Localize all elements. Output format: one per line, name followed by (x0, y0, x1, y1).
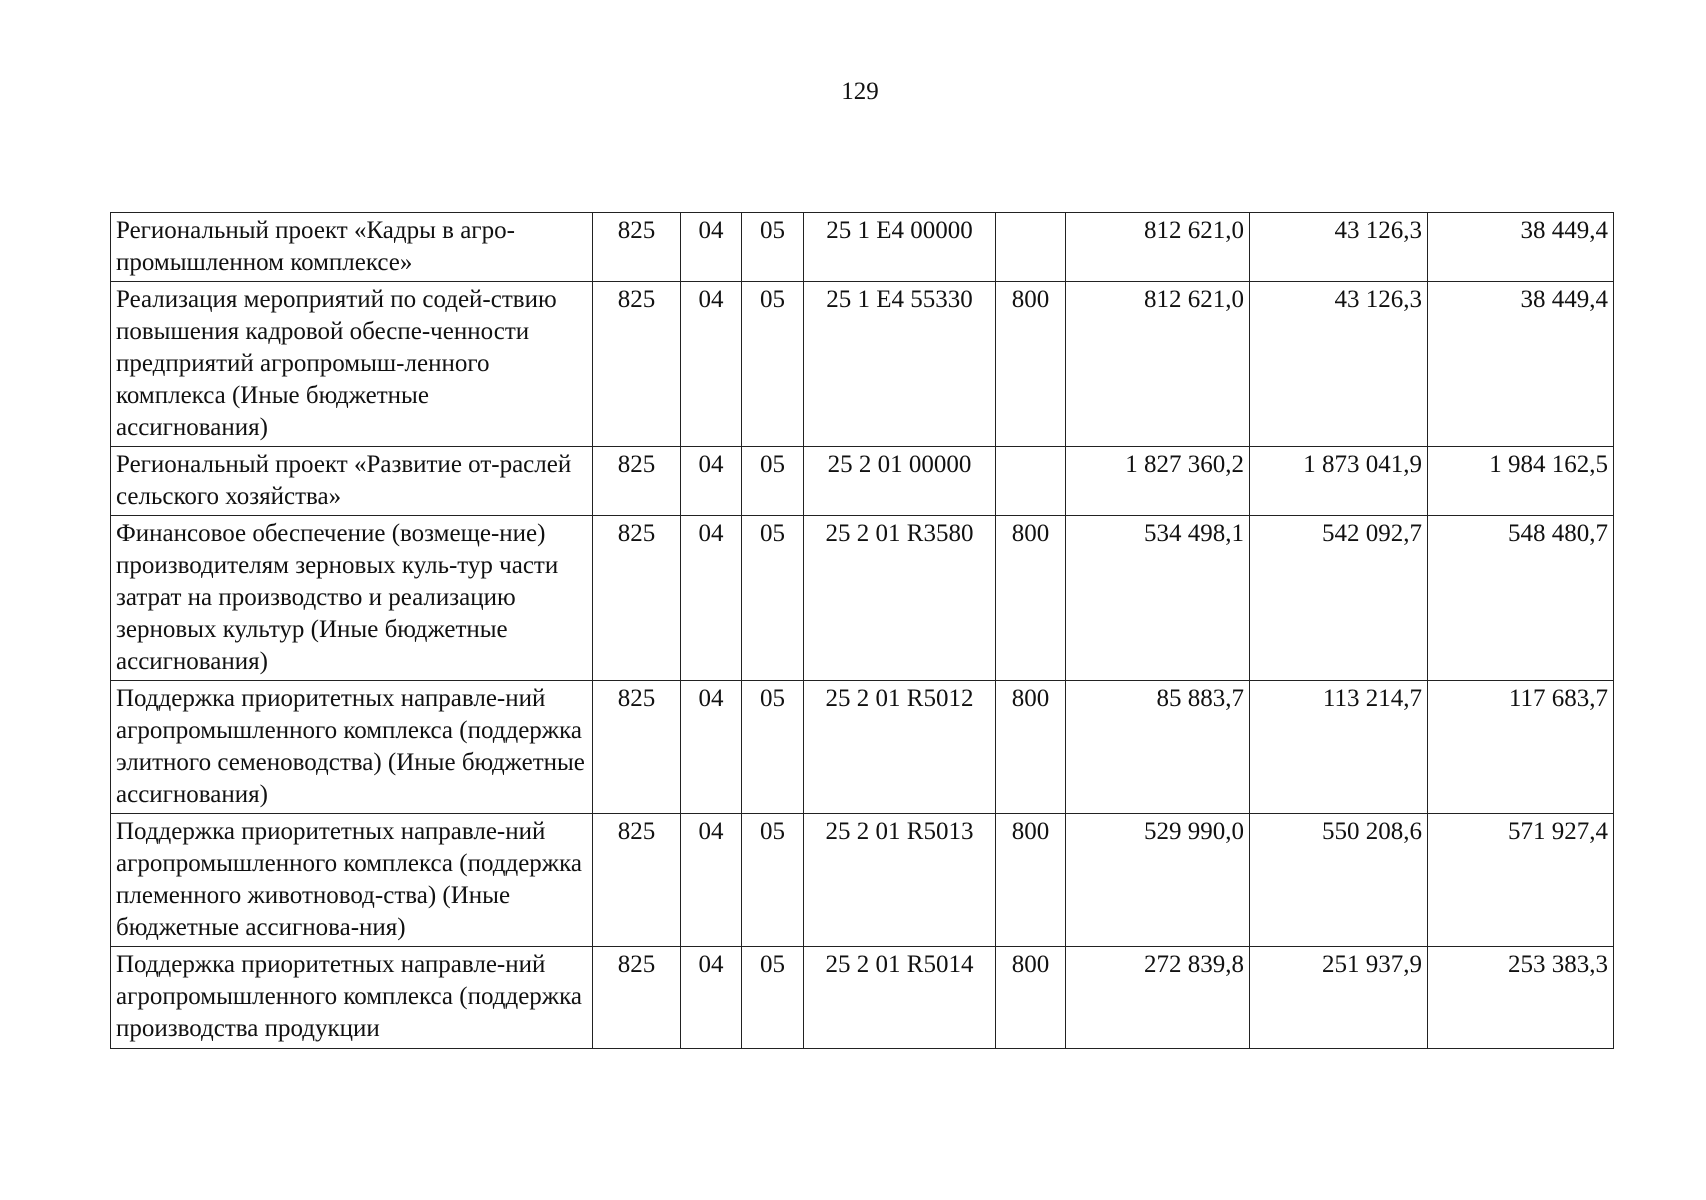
amount-year-3: 548 480,7 (1428, 516, 1614, 681)
target-article-code: 25 2 01 R5012 (804, 681, 996, 814)
row-name: Региональный проект «Кадры в агро-промышленном комплексе» (111, 213, 593, 282)
budget-table (110, 212, 1614, 1049)
subsection-code: 05 (742, 947, 804, 1049)
table-row (111, 681, 1614, 814)
grbs-code: 825 (593, 213, 681, 282)
expense-type-code (996, 213, 1066, 282)
amount-year-3: 38 449,4 (1428, 282, 1614, 447)
grbs-code: 825 (593, 516, 681, 681)
amount-year-3: 571 927,4 (1428, 814, 1614, 947)
amount-year-1: 85 883,7 (1066, 681, 1250, 814)
table-row (111, 814, 1614, 947)
section-code: 04 (681, 814, 742, 947)
amount-year-1: 1 827 360,2 (1066, 447, 1250, 516)
amount-year-2: 542 092,7 (1250, 516, 1428, 681)
expense-type-code: 800 (996, 814, 1066, 947)
grbs-code: 825 (593, 947, 681, 1049)
subsection-code: 05 (742, 814, 804, 947)
amount-year-3: 1 984 162,5 (1428, 447, 1614, 516)
amount-year-3: 38 449,4 (1428, 213, 1614, 282)
amount-year-2: 113 214,7 (1250, 681, 1428, 814)
table-row (111, 947, 1614, 1049)
row-name: Поддержка приоритетных направле-ний агропромышленного комплекса (поддержка племенного животновод-ства) (Иные бюджетные ассигнова-ния) (111, 814, 593, 947)
page-number: 129 (841, 78, 879, 105)
amount-year-2: 550 208,6 (1250, 814, 1428, 947)
target-article-code: 25 2 01 R3580 (804, 516, 996, 681)
expense-type-code (996, 447, 1066, 516)
section-code: 04 (681, 447, 742, 516)
subsection-code: 05 (742, 282, 804, 447)
grbs-code: 825 (593, 814, 681, 947)
row-name: Региональный проект «Развитие от-раслей сельского хозяйства» (111, 447, 593, 516)
amount-year-2: 43 126,3 (1250, 213, 1428, 282)
table-row (111, 447, 1614, 516)
amount-year-2: 251 937,9 (1250, 947, 1428, 1049)
subsection-code: 05 (742, 447, 804, 516)
row-name: Реализация мероприятий по содей-ствию повышения кадровой обеспе-ченности предприятий агропромыш-ленного комплекса (Иные бюджетные ассигнования) (111, 282, 593, 447)
subsection-code: 05 (742, 213, 804, 282)
grbs-code: 825 (593, 282, 681, 447)
amount-year-1: 534 498,1 (1066, 516, 1250, 681)
section-code: 04 (681, 282, 742, 447)
expense-type-code: 800 (996, 681, 1066, 814)
section-code: 04 (681, 213, 742, 282)
table-row (111, 282, 1614, 447)
expense-type-code: 800 (996, 282, 1066, 447)
target-article-code: 25 2 01 R5014 (804, 947, 996, 1049)
section-code: 04 (681, 516, 742, 681)
amount-year-1: 812 621,0 (1066, 213, 1250, 282)
amount-year-3: 253 383,3 (1428, 947, 1614, 1049)
subsection-code: 05 (742, 516, 804, 681)
expense-type-code: 800 (996, 947, 1066, 1049)
row-name: Поддержка приоритетных направле-ний агропромышленного комплекса (поддержка производства продукции (111, 947, 593, 1049)
target-article-code: 25 1 E4 00000 (804, 213, 996, 282)
section-code: 04 (681, 681, 742, 814)
amount-year-1: 529 990,0 (1066, 814, 1250, 947)
table-row (111, 213, 1614, 282)
section-code: 04 (681, 947, 742, 1049)
row-name: Поддержка приоритетных направле-ний агропромышленного комплекса (поддержка элитного семеноводства) (Иные бюджетные ассигнования) (111, 681, 593, 814)
table-row (111, 516, 1614, 681)
target-article-code: 25 2 01 R5013 (804, 814, 996, 947)
target-article-code: 25 2 01 00000 (804, 447, 996, 516)
amount-year-1: 812 621,0 (1066, 282, 1250, 447)
amount-year-3: 117 683,7 (1428, 681, 1614, 814)
amount-year-1: 272 839,8 (1066, 947, 1250, 1049)
grbs-code: 825 (593, 681, 681, 814)
amount-year-2: 1 873 041,9 (1250, 447, 1428, 516)
target-article-code: 25 1 E4 55330 (804, 282, 996, 447)
expense-type-code: 800 (996, 516, 1066, 681)
row-name: Финансовое обеспечение (возмеще-ние) производителям зерновых куль-тур части затрат на производство и реализацию зерновых культур (Иные бюджетные ассигнования) (111, 516, 593, 681)
subsection-code: 05 (742, 681, 804, 814)
grbs-code: 825 (593, 447, 681, 516)
amount-year-2: 43 126,3 (1250, 282, 1428, 447)
